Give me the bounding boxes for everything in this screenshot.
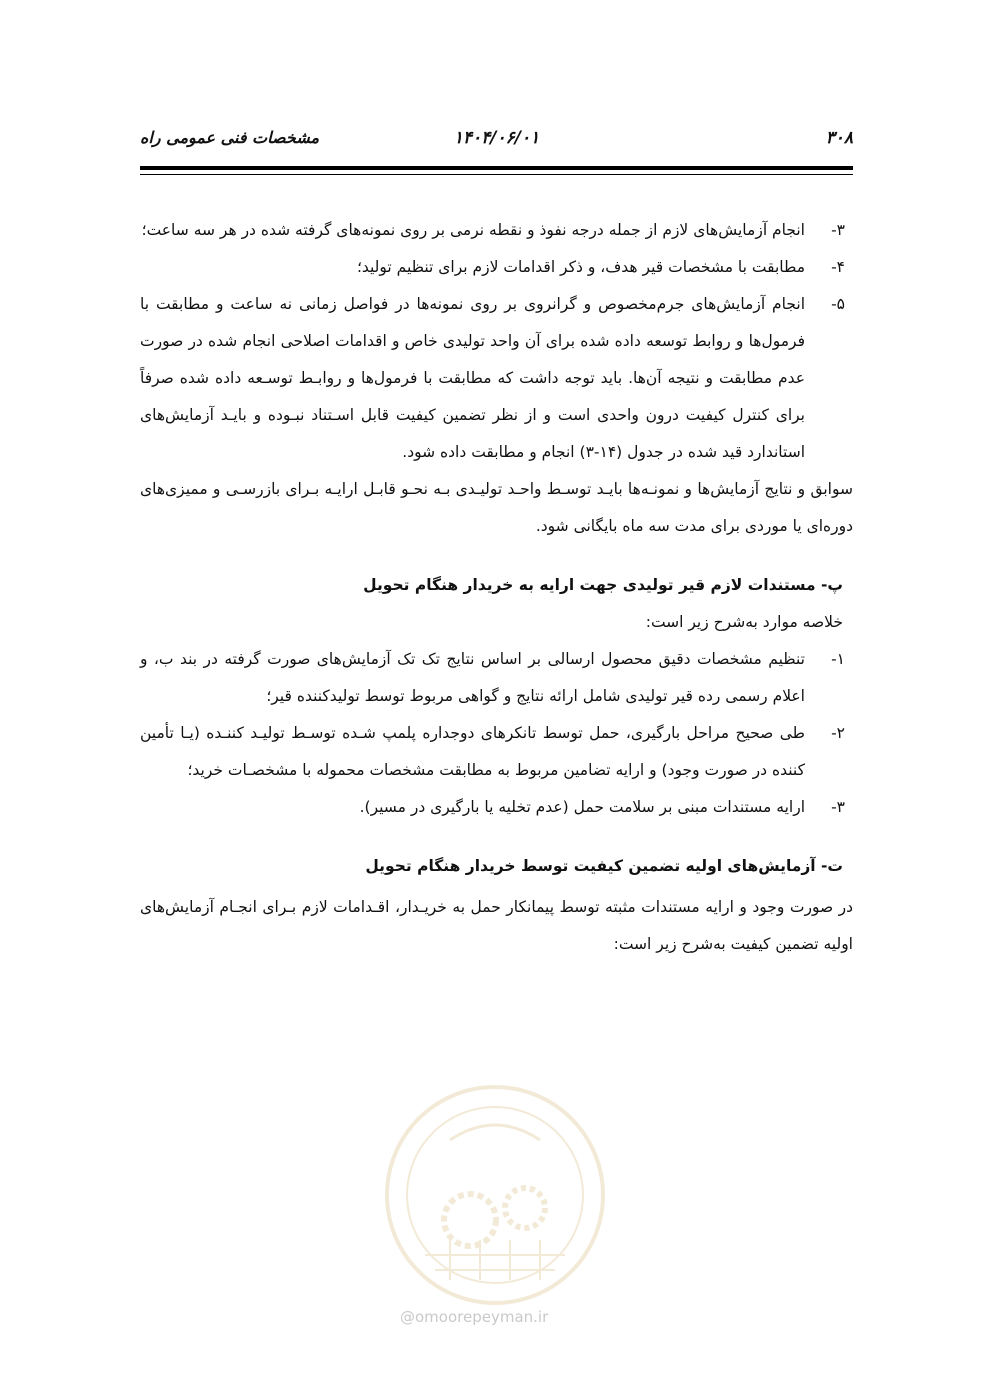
header-date: ۱۴۰۴/۰۶/۰۱ [453, 128, 540, 148]
list-item-number: ۴- [831, 258, 845, 276]
list-item [140, 286, 853, 471]
section-heading-b: پ- مستندات لازم قیر تولیدی جهت ارایه به خریدار هنگام تحویل [363, 576, 843, 594]
list-item-number: ۳- [831, 221, 845, 239]
watermark-logo [380, 1080, 610, 1330]
list-item-number: ۲- [831, 724, 845, 742]
list-item [140, 212, 853, 249]
section-c-paragraph: در صورت وجود و ارایه مستندات مثبته توسط پیمانکار حمل به خریـدار، اقـدامات لازم بـرای انجـام آزمایش‌های اولیه تضمین کیفیت به‌شرح زیر است: [140, 898, 853, 953]
list-item-text: طی صحیح مراحل بارگیری، حمل توسط تانکرهای دوجداره پلمپ شـده توسـط تولیـد کننـده (یـا تأمین کننده در صورت وجود) و ارایه تضامین مربوط به مطابقت مشخصات محموله با مشخصـات خرید؛ [140, 724, 805, 779]
watermark-text: @omoorepeyman.ir [400, 1308, 549, 1326]
list-item-text: ارایه مستندات مبنی بر سلامت حمل (عدم تخلیه یا بارگیری در مسیر). [359, 798, 805, 816]
list-item [140, 641, 853, 715]
list-item-text: مطابقت با مشخصات قیر هدف، و ذکر اقدامات لازم برای تنظیم تولید؛ [356, 258, 805, 276]
header-rule-thick [140, 166, 853, 170]
list-item [140, 249, 853, 286]
page-number: ۳۰۸ [825, 128, 853, 148]
list-item-text: انجام آزمایش‌های لازم از جمله درجه نفوذ و نقطه نرمی بر روی نمونه‌های گرفته شده در هر سه ساعت؛ [141, 221, 805, 239]
document-body [140, 212, 853, 963]
list-item-number: ۵- [831, 295, 845, 313]
section-heading-c: ت- آزمایش‌های اولیه تضمین کیفیت توسط خریدار هنگام تحویل [365, 857, 843, 875]
records-paragraph: سوابق و نتایج آزمایش‌ها و نمونـه‌ها بایـد توسـط واحـد تولیـدی بـه نحـو قابـل ارایـه بـرای بازرسـی و ممیزی‌های دوره‌ای یا موردی برای مدت سه ماه بایگانی شود. [140, 480, 853, 535]
list-item-number: ۱- [831, 650, 845, 668]
list-item-text: انجام آزمایش‌های جرم‌مخصوص و گرانروی بر روی نمونه‌ها در فواصل زمانی نه ساعت و مطابقت با فرمول‌ها و روابط توسعه داده شده برای آن واحد تولیدی خاص و اقدامات اصلاحی انجام شده در صورت عدم مطابقت و نتیجه آن‌ها. باید توجه داشت که مطابقت با فرمول‌ها و روابـط توسـعه داده شده صرفاً برای کنترل کیفیت درون واحدی است و از نظر تضمین کیفیت قابل اسـتناد نبـوده و بایـد آزمایش‌های استاندارد قید شده در جدول (۱۴-۳) انجام و مطابقت داده شود. [140, 295, 805, 461]
header-rule-thin [140, 174, 853, 175]
summary-line: خلاصه موارد به‌شرح زیر است: [645, 613, 843, 631]
list-item [140, 715, 853, 789]
list-item [140, 789, 853, 826]
document-title: مشخصات فنی عمومی راه [140, 128, 320, 147]
list-item-text: تنظیم مشخصات دقیق محصول ارسالی بر اساس نتایج تک تک آزمایش‌های صورت گرفته در بند ب، و اعلام رسمی رده قیر تولیدی شامل ارائه نتایج و گواهی مربوط توسط تولیدکننده قیر؛ [140, 650, 805, 705]
list-item-number: ۳- [831, 798, 845, 816]
page-header [140, 128, 853, 160]
